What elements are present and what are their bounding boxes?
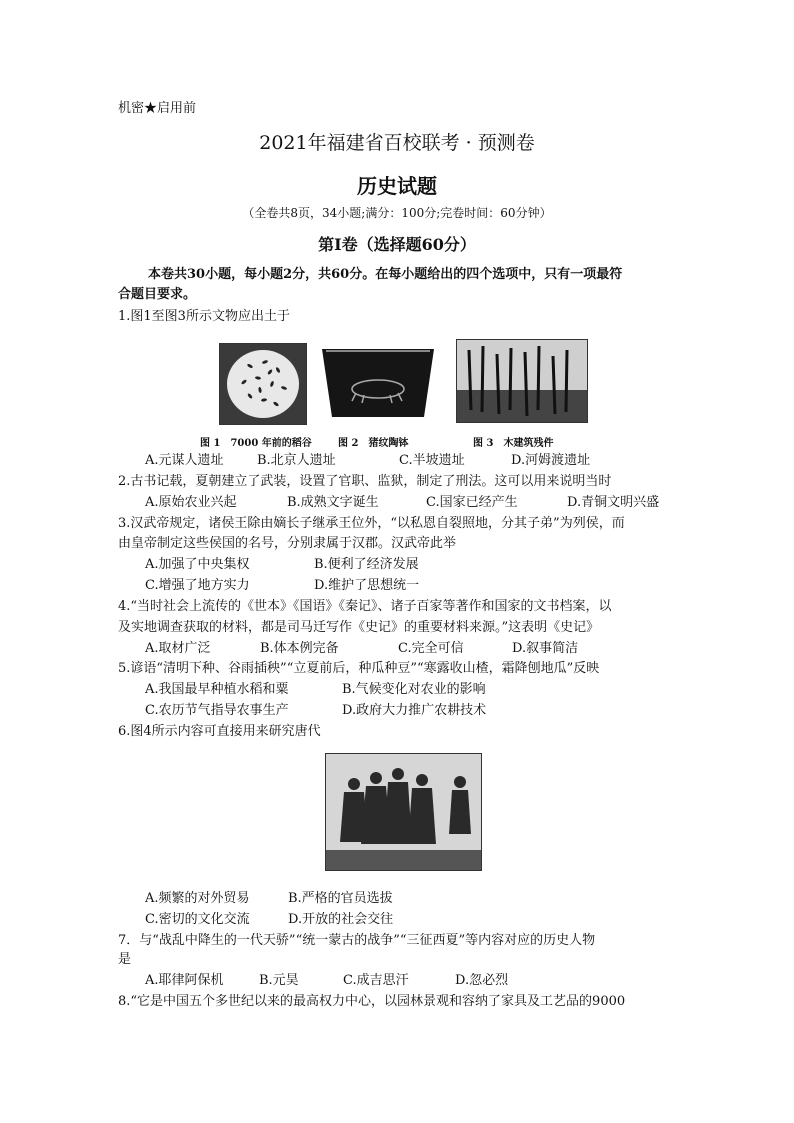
rice-grains-image: [220, 344, 306, 424]
q6-option-b: B.严格的官员选拔: [288, 891, 393, 906]
figure-4-painting: [325, 753, 482, 871]
q4-option-b: B.体本例完备: [260, 641, 339, 656]
figure-3-wood: [456, 339, 588, 423]
q3-option-d: D.维护了思想统一: [314, 578, 420, 593]
q6-option-d: D.开放的社会交往: [288, 912, 394, 927]
q3-option-a: A.加强了中央集权: [145, 557, 250, 572]
figure-1-caption: 图 1 7000 年前的稻谷: [200, 438, 312, 449]
q6-option-a: A.频繁的对外贸易: [145, 891, 250, 906]
q4-stem-line-1: 4.“当时社会上流传的《世本》《国语》《秦记》、诸子百家等著作和国家的文书档案，以: [118, 599, 612, 614]
q7-option-a: A.耶律阿保机: [145, 973, 224, 988]
q5-option-a: A.我国最早种植水稻和粟: [145, 682, 289, 697]
confidential-mark: 机密★启用前: [118, 101, 197, 116]
q1-option-b: B.北京人遗址: [257, 453, 336, 468]
tang-figures-image: [326, 754, 481, 870]
figure-2-caption: 图 2 猪纹陶钵: [338, 438, 409, 449]
q1-stem: 1.图1至图3所示文物应出土于: [118, 309, 290, 324]
q4-option-a: A.取材广泛: [145, 641, 211, 656]
figure-1-rice: [219, 343, 307, 425]
q2-option-c: C.国家已经产生: [426, 495, 518, 510]
q2-stem: 2.古书记载，夏朝建立了武装，设置了官职、监狱，制定了刑法。这可以用来说明当时: [118, 474, 612, 489]
section-title: 第Ⅰ卷（选择题60分）: [318, 235, 476, 254]
exam-title: 2021年福建省百校联考 · 预测卷: [259, 132, 535, 154]
q5-option-d: D.政府大力推广农耕技术: [342, 703, 487, 718]
q1-option-c: C.半坡遗址: [399, 453, 465, 468]
q5-stem: 5.谚语“清明下种、谷雨插秧”“立夏前后，种瓜种豆”“寒露收山楂，霜降刨地瓜”反映: [118, 661, 600, 676]
instruction-line-1: 本卷共30小题，每小题2分，共60分。在每小题给出的四个选项中，只有一项最符: [148, 267, 623, 282]
q4-stem-line-2: 及实地调查获取的材料，都是司马迁写作《史记》的重要材料来源。”这表明《史记》: [118, 620, 600, 635]
pottery-bowl-image: [320, 345, 436, 421]
q8-stem: 8.“它是中国五个多世纪以来的最高权力中心，以园林景观和容纳了家具及工艺品的9000: [118, 994, 626, 1009]
figure-2-pottery: [320, 345, 436, 421]
q2-option-d: D.青铜文明兴盛: [567, 495, 660, 510]
q2-option-b: B.成熟文字诞生: [287, 495, 379, 510]
q6-stem: 6.图4所示内容可直接用来研究唐代: [118, 724, 321, 739]
instruction-line-2: 合题目要求。: [118, 287, 197, 302]
q1-option-d: D.河姆渡遗址: [511, 453, 591, 468]
q7-option-b: B.元昊: [259, 973, 299, 988]
q4-option-c: C.完全可信: [398, 641, 464, 656]
q7-stem-line-1: 7．与“战乱中降生的一代天骄”“统一蒙古的战争”“三征西夏”等内容对应的历史人物: [118, 933, 596, 948]
q6-option-c: C.密切的文化交流: [145, 912, 250, 927]
q1-option-a: A.元谋人遗址: [145, 453, 224, 468]
figure-3-caption: 图 3 木建筑残件: [473, 438, 554, 449]
q5-option-b: B.气候变化对农业的影响: [342, 682, 486, 697]
q5-option-c: C.农历节气指导农事生产: [145, 703, 289, 718]
q3-stem-line-2: 由皇帝制定这些侯国的名号，分别隶属于汉郡。汉武帝此举: [118, 536, 457, 551]
q3-stem-line-1: 3.汉武帝规定，诸侯王除由嫡长子继承王位外，“以私恩自裂照地，分其子弟”为列侯，而: [118, 516, 625, 531]
exam-info: （全卷共8页，34小题;满分：100分;完卷时间：60分钟）: [242, 206, 552, 220]
q7-option-d: D.忽必烈: [455, 973, 509, 988]
q7-option-c: C.成吉思汗: [343, 973, 409, 988]
wooden-remains-image: [457, 340, 587, 422]
q3-option-c: C.增强了地方实力: [145, 578, 250, 593]
q3-option-b: B.便利了经济发展: [314, 557, 419, 572]
q4-option-d: D.叙事简洁: [512, 641, 579, 656]
subject-title: 历史试题: [357, 174, 437, 198]
q7-stem-line-2: 是: [118, 952, 132, 967]
q2-option-a: A.原始农业兴起: [145, 495, 237, 510]
